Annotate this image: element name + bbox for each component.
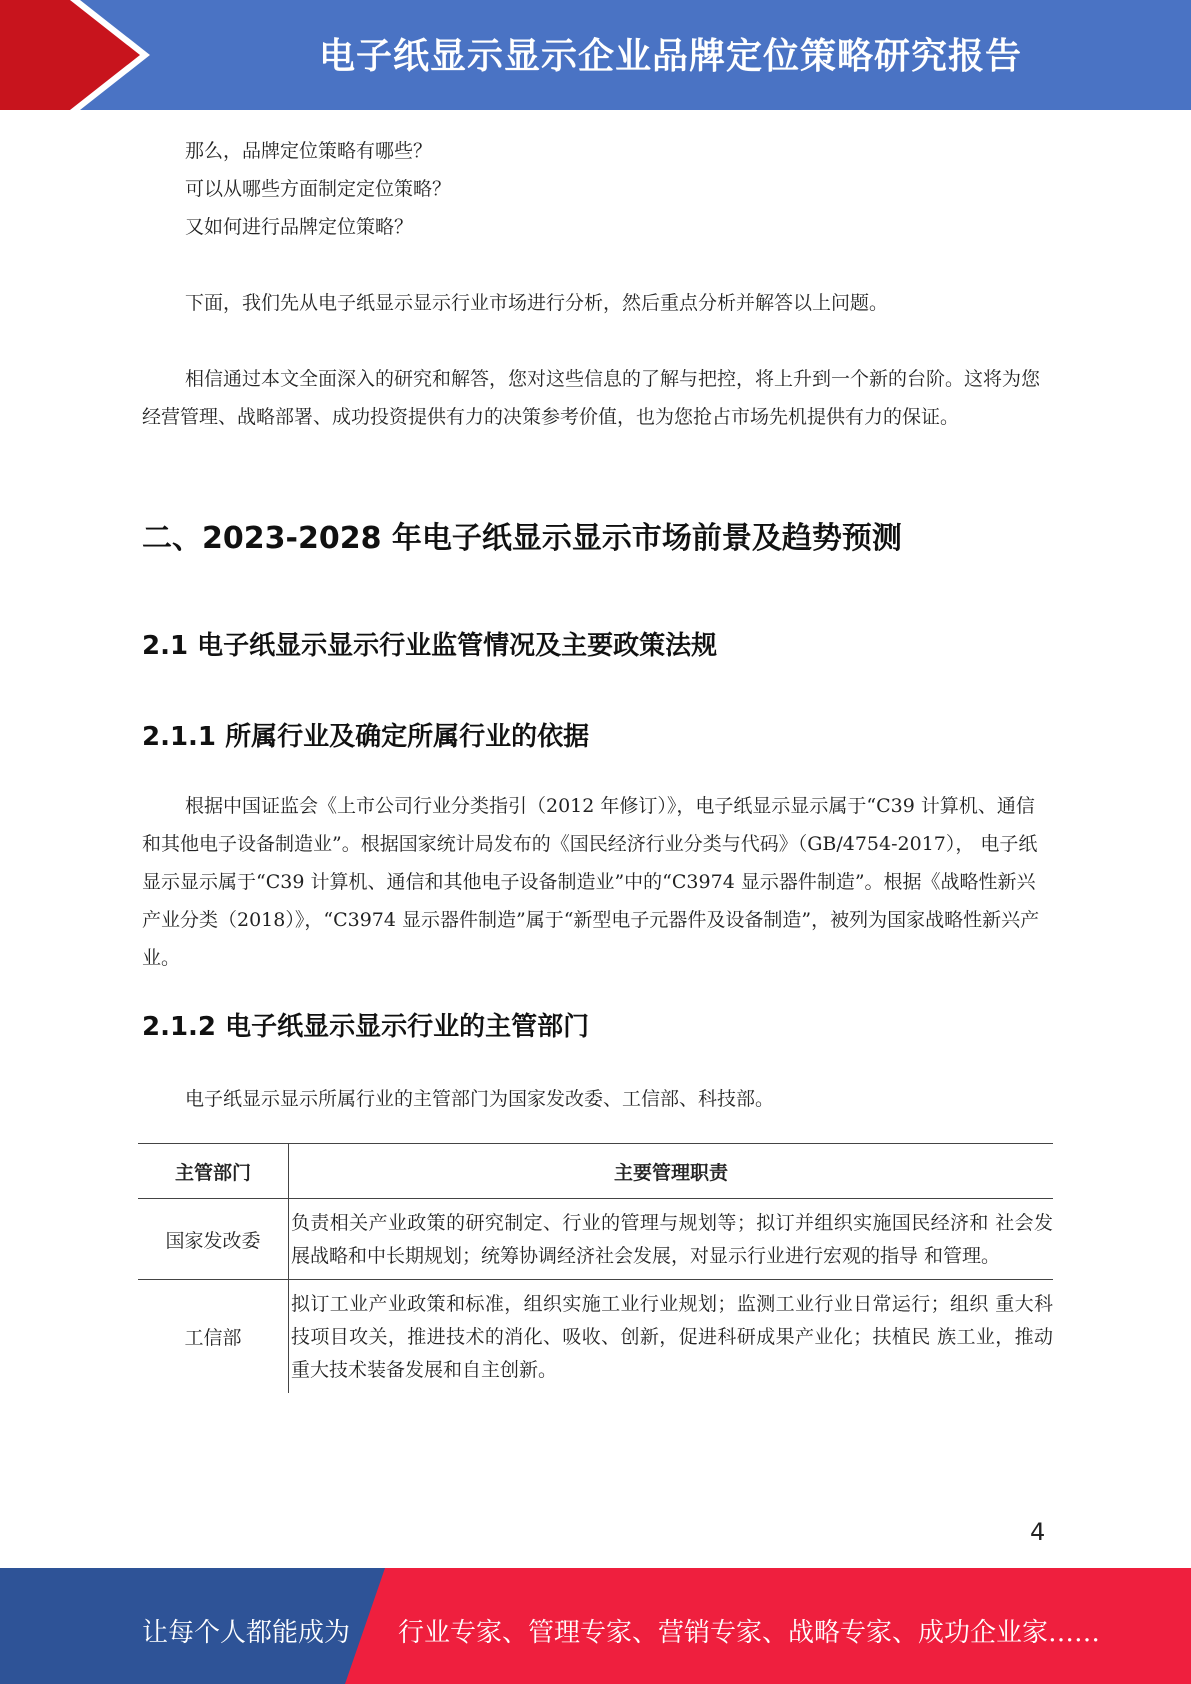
table-cell-dept: 工信部 bbox=[138, 1280, 289, 1394]
table-header-dept: 主管部门 bbox=[138, 1144, 289, 1199]
footer-slogan-left: 让每个人都能成为 bbox=[142, 1618, 351, 1648]
table-header-row bbox=[138, 1144, 1053, 1199]
intro-block bbox=[142, 132, 1047, 436]
section-heading: 二、2023-2028 年电子纸显示显示市场前景及趋势预测 bbox=[142, 521, 902, 556]
intro-question-3: 又如何进行品牌定位策略？ bbox=[185, 216, 414, 238]
red-chevron-decoration bbox=[0, 0, 150, 110]
subsection-2-1-heading: 2.1 电子纸显示显示行业监管情况及主要政策法规 bbox=[142, 631, 718, 661]
table-cell-duty: 负责相关产业政策的研究制定、行业的管理与规划等；拟订并组织实施国民经济和 社会发展战略和中长期规划；统筹协调经济社会发展，对显示行业进行宏观的指导 和管理。 bbox=[291, 1212, 1053, 1267]
intro-paragraph-2: 相信通过本文全面深入的研究和解答，您对这些信息的了解与把控，将上升到一个新的台阶。这将为您经营管理、战略部署、成功投资提供有力的决策参考价值，也为您抢占市场先机提供有力的保证。 bbox=[142, 368, 1041, 428]
report-title: 电子纸显示显示企业品牌定位策略研究报告 bbox=[318, 36, 1022, 77]
table-header-duty: 主要管理职责 bbox=[613, 1161, 728, 1184]
subsection-2-1-1-body: 根据中国证监会《上市公司行业分类指引（2012 年修订）》，电子纸显示显示属于“C39 计算机、通信和其他电子设备制造业”。根据国家统计局发布的《国民经济行业分类与代码》（GB/4754-2017）， 电子纸显示显示属于“C39 计算机、通信和其他电子设备制造业”中的“C3974 显示器件制造”。根据《战略性新兴产业分类（2018）》，“C3974 显示器件制造”属于“新型电子元器件及设备制造”，被列为国家战略性新兴产业。 bbox=[142, 795, 1040, 969]
table-row bbox=[138, 1280, 1053, 1394]
table-cell-duty: 拟订工业产业政策和标准，组织实施工业行业规划；监测工业行业日常运行；组织 重大科技项目攻关，推进技术的消化、吸收、创新，促进科研成果产业化；扶植民 族工业，推动重大技术装备发展和自主创新。 bbox=[291, 1293, 1053, 1381]
subsection-2-1-1-heading: 2.1.1 所属行业及确定所属行业的依据 bbox=[142, 722, 590, 752]
intro-paragraph-1: 下面，我们先从电子纸显示显示行业市场进行分析，然后重点分析并解答以上问题。 bbox=[185, 292, 889, 314]
page-footer bbox=[0, 1568, 1191, 1684]
subsection-2-1-2-heading: 2.1.2 电子纸显示显示行业的主管部门 bbox=[142, 1012, 590, 1042]
footer-slogan-right: 行业专家、管理专家、营销专家、战略专家、成功企业家…… bbox=[398, 1618, 1101, 1648]
table-row bbox=[138, 1199, 1053, 1280]
page-header bbox=[0, 0, 1191, 110]
table-cell-dept: 国家发改委 bbox=[138, 1199, 289, 1280]
authority-table bbox=[138, 1143, 1053, 1393]
page-number: 4 bbox=[1030, 1518, 1046, 1546]
intro-question-1: 那么，品牌定位策略有哪些？ bbox=[185, 140, 433, 162]
subsection-2-1-2-body: 电子纸显示显示所属行业的主管部门为国家发改委、工信部、科技部。 bbox=[185, 1088, 775, 1110]
intro-question-2: 可以从哪些方面制定定位策略？ bbox=[185, 178, 452, 200]
